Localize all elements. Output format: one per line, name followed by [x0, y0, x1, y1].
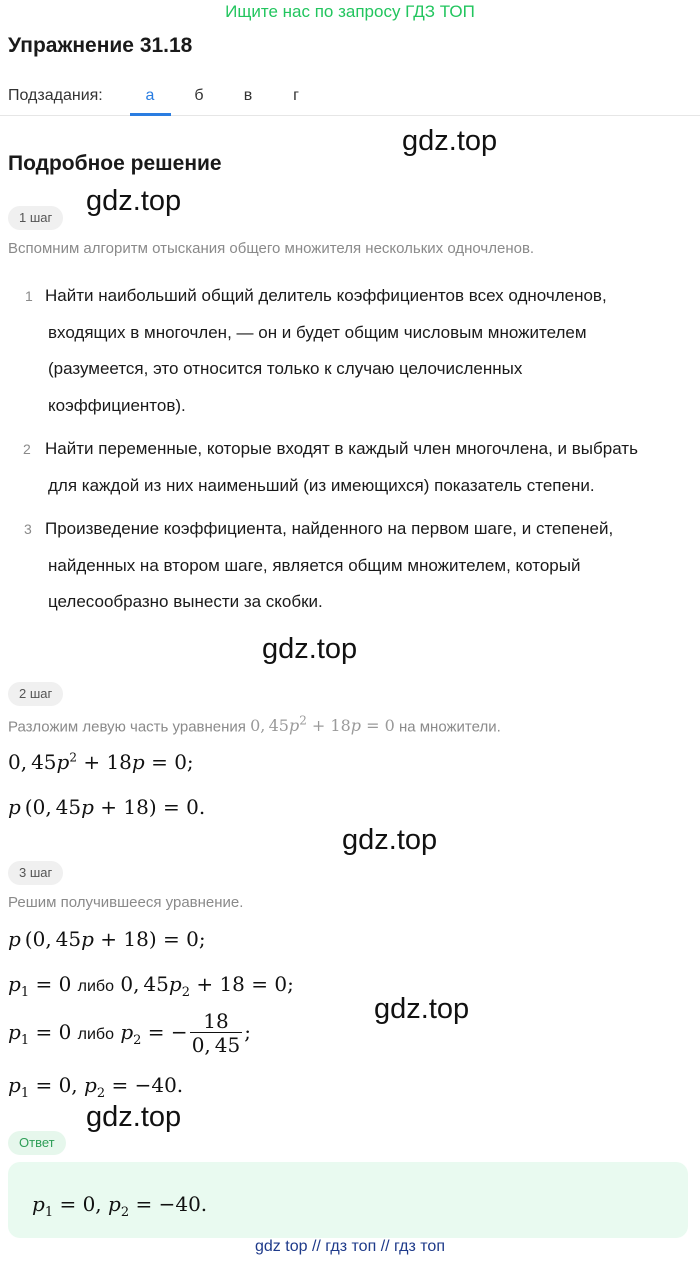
answer-badge: Ответ	[8, 1131, 66, 1155]
equation: 0, $45p^2 + 18p = 0$;	[8, 750, 194, 774]
watermark: gdz.top	[86, 185, 182, 217]
inline-equation: 0, $45p^2 + 18p = 0$	[250, 714, 395, 736]
watermark: gdz.top	[342, 824, 438, 856]
page-title: Упражнение 31.18	[8, 34, 193, 57]
list-item: Найти наибольший общий делитель коэффициентов всех одночленов, входящих в многочлен, — он и будет общим числовым множителем (разумеется, это относится только к случаю целочисленных коэффициентов).	[45, 286, 607, 415]
footer-separator: //	[311, 1238, 321, 1255]
tab-a[interactable]: а	[145, 87, 155, 104]
tab-b[interactable]: б	[194, 87, 204, 104]
equation: p (0, 45p + 18) = 0.	[8, 795, 206, 819]
subtasks-label: Подзадания:	[8, 87, 103, 104]
footer-link[interactable]: gdz top	[255, 1238, 308, 1255]
equation: $p_1 = 0$ либо 0, $45p_2 + 18 = 0$;	[8, 972, 294, 1000]
footer-separator: //	[380, 1238, 390, 1255]
footer-link[interactable]: гдз топ	[394, 1238, 445, 1255]
list-number: 1	[25, 288, 33, 304]
step-intro: Разложим левую часть уравнения 0, $45p^2 + 18p = 0$ на множители.	[8, 714, 501, 736]
footer-link[interactable]: гдз топ	[325, 1238, 377, 1255]
equation: p (0, 45p + 18) = 0;	[8, 927, 206, 951]
tab-g[interactable]: г	[293, 87, 299, 104]
equation: $p_1 = 0$, $p_2 = -40$.	[8, 1073, 184, 1101]
tab-v[interactable]: в	[243, 87, 253, 104]
watermark: gdz.top	[374, 993, 470, 1025]
section-title: Подробное решение	[8, 152, 222, 175]
tabs-divider	[0, 115, 700, 116]
top-banner[interactable]: Ищите нас по запросу ГДЗ ТОП	[225, 2, 475, 21]
step-intro: Решим получившееся уравнение.	[8, 894, 244, 911]
active-tab-indicator	[130, 113, 171, 116]
equation: $p_1 = 0$ либо $p_2$ = − $\frac{18}{0, 45}$ ;	[8, 1009, 251, 1057]
step-badge: 2 шаг	[8, 682, 63, 706]
list-item: Найти переменные, которые входят в каждый член многочлена, и выбрать для каждой из них наименьший (из имеющихся) показатель степени.	[45, 439, 638, 495]
watermark: gdz.top	[86, 1101, 182, 1133]
step-badge: 3 шаг	[8, 861, 63, 885]
answer-equation: $p_1 = 0$, $p_2 = -40$.	[32, 1192, 208, 1220]
step-badge: 1 шаг	[8, 206, 63, 230]
list-number: 2	[23, 441, 31, 457]
list-number: 3	[24, 521, 32, 537]
footer-links	[0, 1238, 700, 1256]
list-item: Произведение коэффициента, найденного на первом шаге, и степеней, найденных на втором шаге, является общим множителем, который целесообразно вынести за скобки.	[45, 519, 614, 611]
watermark: gdz.top	[262, 633, 358, 665]
watermark: gdz.top	[402, 125, 498, 157]
step-intro: Вспомним алгоритм отыскания общего множителя нескольких одночленов.	[8, 240, 535, 257]
